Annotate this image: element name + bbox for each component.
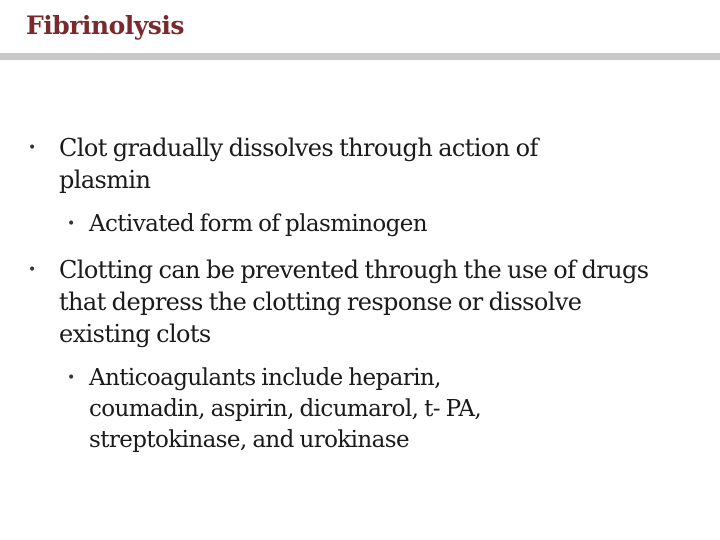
bullet-dot-icon: • (28, 140, 36, 156)
bullet-dot-icon: • (67, 370, 75, 386)
bullet-item (28, 132, 619, 196)
title-divider (0, 53, 720, 60)
bullet-item (28, 254, 659, 350)
bullet-text: Clotting can be prevented through the use of drugs that depress the clotting response or dissolve existing clots (59, 256, 649, 348)
sub-bullet-text: Anticoagulants include heparin, coumadin, aspirin, dicumarol, t- PA, streptokinase, and urokinase (89, 365, 482, 453)
sub-bullet-text: Activated form of plasminogen (89, 211, 427, 237)
slide-title: Fibrinolysis (26, 11, 184, 40)
sub-bullet-item (67, 209, 649, 240)
sub-bullet-item (67, 363, 559, 456)
bullet-dot-icon: • (28, 262, 36, 278)
bullet-dot-icon: • (67, 216, 75, 232)
bullet-text: Clot gradually dissolves through action of plasmin (59, 134, 538, 194)
